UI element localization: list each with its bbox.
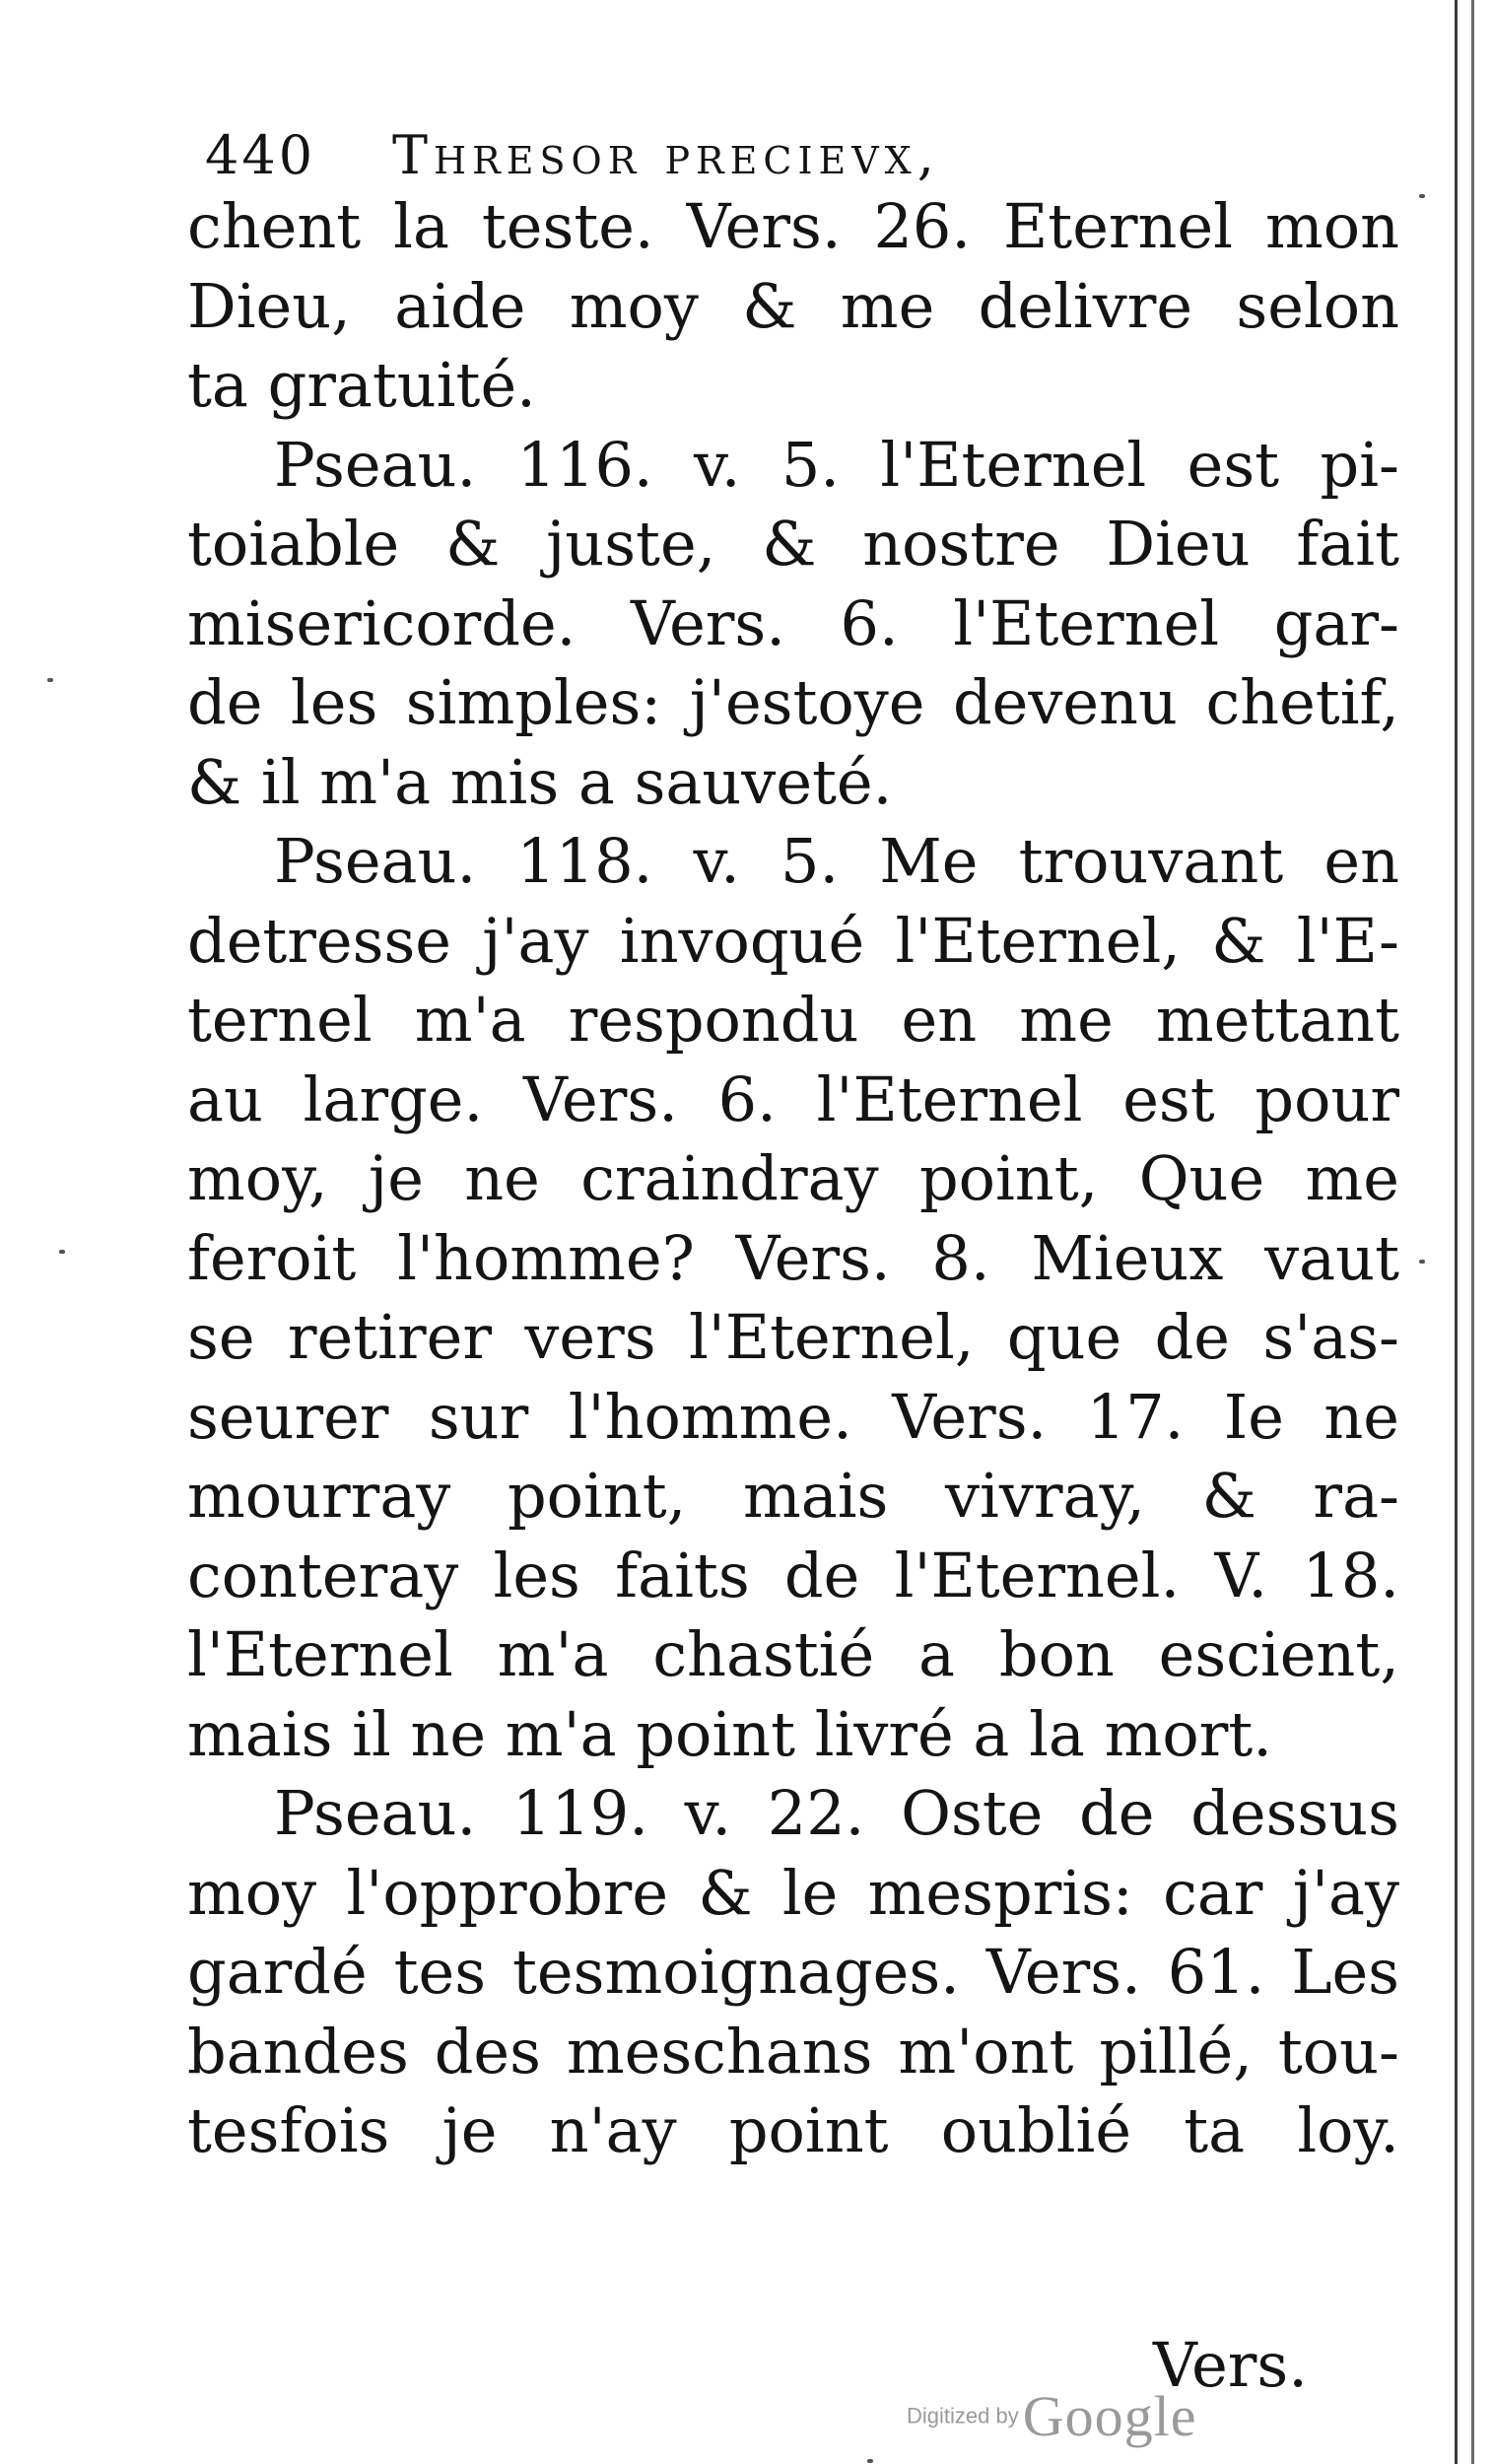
text-line: feroit l'homme? Vers. 8. Mieux vaut <box>187 1221 1399 1294</box>
paper-speck <box>1419 1260 1425 1264</box>
text-line: l'Eternel m'a chastié a bon escient, <box>187 1618 1399 1690</box>
text-line: de les simples: j'estoye devenu chetif, <box>187 666 1399 738</box>
text-line: Dieu, aide moy & me delivre selon <box>187 269 1399 342</box>
body-text <box>187 187 1399 2171</box>
text-line: & il m'a mis a sauveté. <box>187 745 893 818</box>
paper-speck <box>59 1250 65 1254</box>
text-line: tesfois je n'ay point oublié ta loy. <box>187 2094 1399 2166</box>
text-line: gardé tes tesmoignages. Vers. 61. Les <box>187 1936 1399 2008</box>
text-line: au large. Vers. 6. l'Eternel est pour <box>187 1062 1399 1135</box>
text-line: bandes des meschans m'ont pillé, tou- <box>187 2015 1399 2088</box>
text-line: ternel m'a respondu en me mettant <box>187 984 1399 1056</box>
page-header <box>205 116 1388 195</box>
text-line: toiable & juste, & nostre Dieu fait <box>187 508 1399 580</box>
paper-speck <box>47 678 53 682</box>
text-line: chent la teste. Vers. 26. Eternel mon <box>187 190 1399 262</box>
text-line: misericorde. Vers. 6. l'Eternel gar- <box>187 586 1399 659</box>
page-edge-line <box>1471 0 1474 2464</box>
page-number: 440 <box>205 124 316 186</box>
paper-speck <box>1419 194 1425 198</box>
paragraph-start-line: Pseau. 119. v. 22. Oste de dessus <box>274 1777 1399 1849</box>
paragraph-start-line: Pseau. 116. v. 5. l'Eternel est pi- <box>274 428 1399 501</box>
page-edge-line <box>1455 0 1458 2464</box>
text-line: mais il ne m'a point livré a la mort. <box>187 1697 1272 1770</box>
paragraph-start-line: Pseau. 118. v. 5. Me trouvant en <box>274 825 1399 897</box>
catchword: Vers. <box>1153 2329 1308 2401</box>
text-line: se retirer vers l'Eternel, que de s'as- <box>187 1301 1399 1373</box>
running-title: Thresor precievx, <box>392 124 940 186</box>
watermark-brand: Google <box>1022 2384 1197 2448</box>
text-line: seurer sur l'homme. Vers. 17. Ie ne <box>187 1380 1399 1453</box>
watermark-prefix: Digitized by <box>907 2403 1019 2429</box>
text-line: conteray les faits de l'Eternel. V. 18. <box>187 1539 1399 1611</box>
text-line: moy, je ne craindray point, Que me <box>187 1142 1399 1214</box>
digitization-watermark <box>907 2383 1196 2449</box>
text-line: mourray point, mais vivray, & ra- <box>187 1460 1399 1532</box>
text-line: detresse j'ay invoqué l'Eternel, & l'E- <box>187 904 1399 977</box>
paper-speck <box>867 2459 873 2463</box>
text-line: moy l'opprobre & le mespris: car j'ay <box>187 1856 1399 1929</box>
text-line: ta gratuité. <box>187 349 536 421</box>
